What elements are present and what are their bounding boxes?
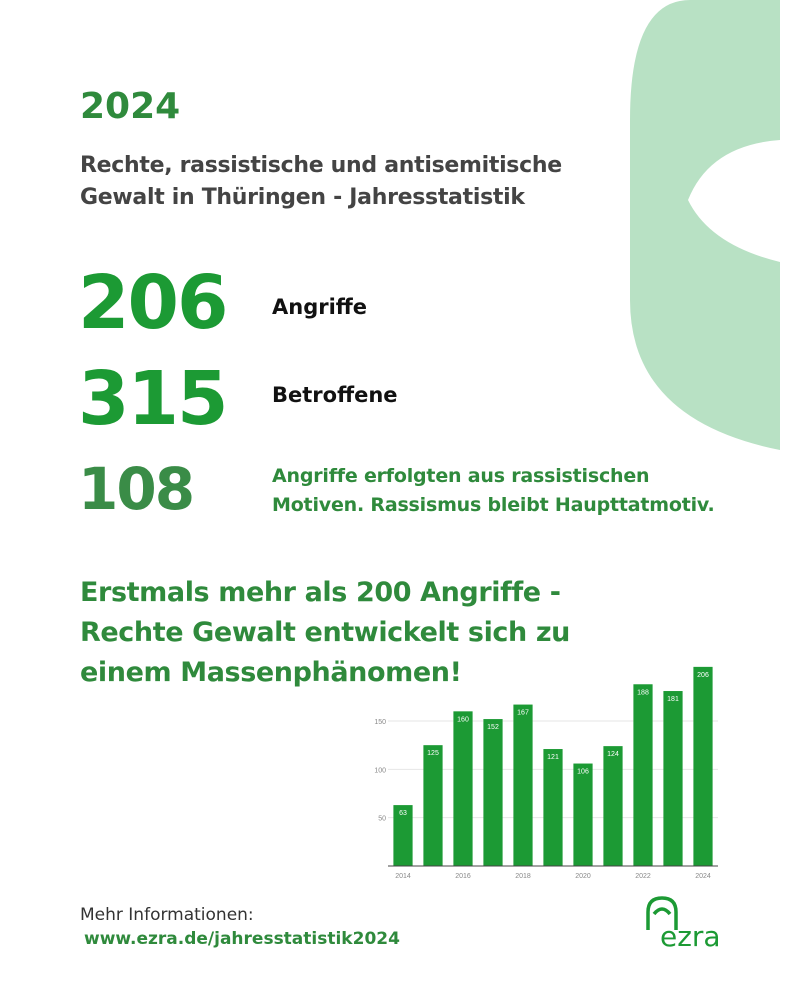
y-tick-label: 50 <box>378 815 386 823</box>
year-heading: 2024 <box>80 86 181 127</box>
page-subtitle: Rechte, rassistische und antisemitische Gewalt in Thüringen - Jahresstatistik <box>80 153 562 210</box>
headline: Erstmals mehr als 200 Angriffe - Rechte Gewalt entwickelt sich zu einem Massenphänomen! <box>80 577 570 688</box>
bar-value-label: 121 <box>547 754 559 762</box>
bar <box>573 764 592 866</box>
x-tick-label: 2020 <box>575 873 591 880</box>
bar-value-label: 160 <box>457 716 469 724</box>
bar-value-label: 167 <box>517 709 529 717</box>
bar-value-label: 124 <box>607 751 619 759</box>
victims-count: 315 <box>78 356 227 442</box>
bar-chart <box>360 655 730 885</box>
victims-label: Betroffene <box>272 383 398 407</box>
bar <box>633 684 652 866</box>
x-tick-label: 2018 <box>515 873 531 880</box>
bar-value-label: 63 <box>399 810 407 818</box>
ezra-logo-text: ezra <box>660 920 721 953</box>
bar <box>423 745 442 866</box>
bar-value-label: 125 <box>427 750 439 758</box>
y-tick-label: 100 <box>374 767 386 775</box>
x-tick-label: 2016 <box>455 873 471 880</box>
bar-value-label: 181 <box>667 696 679 704</box>
attacks-label: Angriffe <box>272 295 368 319</box>
x-tick-label: 2024 <box>695 873 711 880</box>
bar <box>453 711 472 866</box>
y-tick-label: 150 <box>374 719 386 726</box>
bar-value-label: 188 <box>637 689 649 697</box>
x-tick-label: 2014 <box>395 873 411 880</box>
bar-value-label: 152 <box>487 724 499 732</box>
bar <box>513 705 532 866</box>
bar <box>543 749 562 866</box>
racist-attacks-count: 108 <box>78 455 194 523</box>
bar <box>603 746 622 866</box>
bar-value-label: 106 <box>577 768 589 776</box>
attacks-count: 206 <box>78 260 227 346</box>
more-info-label: Mehr Informationen: <box>80 905 254 925</box>
more-info-link[interactable]: www.ezra.de/jahresstatistik2024 <box>84 929 400 949</box>
bar-value-label: 206 <box>697 671 709 679</box>
bar <box>483 719 502 866</box>
bar <box>663 691 682 866</box>
x-tick-label: 2022 <box>635 873 651 880</box>
bar <box>693 667 712 866</box>
racist-attacks-label: Angriffe erfolgten aus rassistischen Motiven. Rassismus bleibt Haupttatmotiv. <box>272 465 715 516</box>
